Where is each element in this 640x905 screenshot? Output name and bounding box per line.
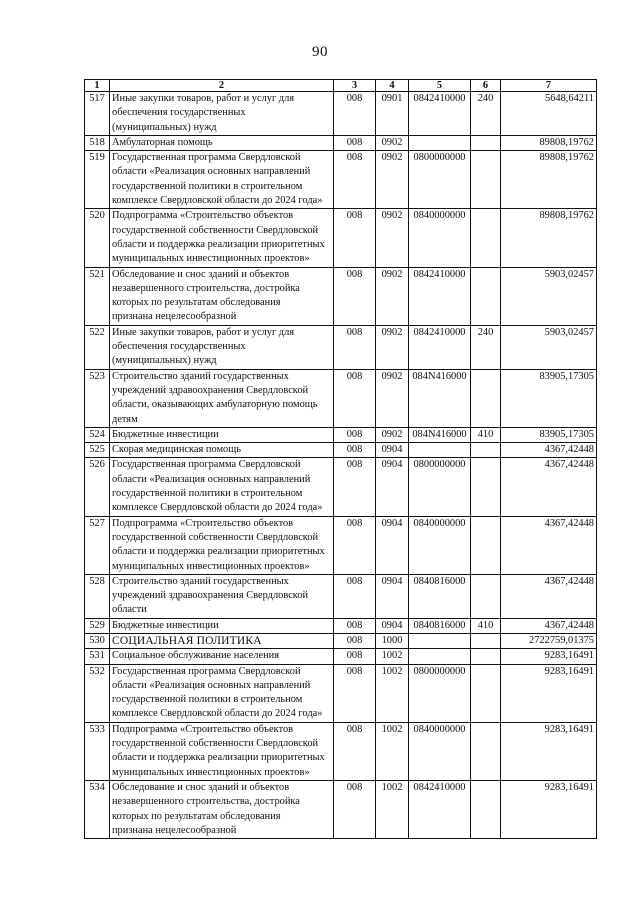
row-number: 531 [85,649,110,664]
description-line: учреждений здравоохранения Свердловской [112,384,309,396]
description-line: Обследование и снос зданий и объектов [112,781,290,793]
description-line: муниципальных инвестиционных проектов» [112,560,310,572]
row-description [110,780,334,838]
ministry-code: 008 [334,135,376,150]
expense-type-code [471,780,501,838]
target-article-code: 0800000000 [409,458,471,516]
table-row [85,135,597,150]
row-description [110,443,334,458]
expense-type-code [471,664,501,722]
description-line: детям [112,413,138,425]
ministry-code: 008 [334,633,376,648]
description-line: Бюджетные инвестиции [112,428,219,440]
amount: 9283,16491 [501,664,597,722]
description-line: Социальное обслуживание населения [112,650,279,662]
target-article-code [409,443,471,458]
amount: 5903,02457 [501,325,597,369]
description-line: незавершенного строительства, достройка [112,796,300,808]
section-code: 0904 [376,516,409,574]
ministry-code: 008 [334,369,376,427]
expense-type-code [471,722,501,780]
row-description [110,574,334,618]
ministry-code: 008 [334,618,376,633]
row-number: 524 [85,427,110,442]
section-code: 1002 [376,649,409,664]
table-row [85,722,597,780]
expense-type-code [471,458,501,516]
table-row [85,325,597,369]
description-line: Строительство зданий государственных [112,370,289,382]
column-header: 7 [501,80,597,92]
table-row [85,267,597,325]
description-line: (муниципальных) нужд [112,355,217,367]
row-number: 517 [85,92,110,136]
ministry-code: 008 [334,664,376,722]
expense-type-code: 410 [471,618,501,633]
expense-type-code [471,633,501,648]
ministry-code: 008 [334,267,376,325]
table-row [85,664,597,722]
row-description [110,151,334,209]
target-article-code: 0840000000 [409,516,471,574]
ministry-code: 008 [334,92,376,136]
row-description [110,516,334,574]
description-line: области «Реализация основных направлений [112,679,311,691]
ministry-code: 008 [334,516,376,574]
ministry-code: 008 [334,780,376,838]
table-row [85,633,597,648]
target-article-code [409,135,471,150]
table-row [85,209,597,267]
description-line: комплексе Свердловской области до 2024 года» [112,502,323,514]
table-row [85,516,597,574]
amount: 4367,42448 [501,618,597,633]
row-number: 519 [85,151,110,209]
ministry-code: 008 [334,427,376,442]
table-row [85,427,597,442]
row-number: 525 [85,443,110,458]
description-line: области и поддержка реализации приоритетных [112,752,325,764]
description-line: признана нецелесообразной [112,824,237,836]
expense-type-code [471,443,501,458]
expense-type-code: 240 [471,325,501,369]
table-row [85,574,597,618]
amount: 5903,02457 [501,267,597,325]
section-code: 0902 [376,369,409,427]
description-line: Подпрограмма «Строительство объектов [112,517,294,529]
description-line: Иные закупки товаров, работ и услуг для [112,93,295,104]
row-description [110,209,334,267]
amount: 4367,42448 [501,458,597,516]
expense-type-code [471,369,501,427]
description-line: Государственная программа Свердловской [112,152,301,164]
description-line: Строительство зданий государственных [112,575,289,587]
section-code: 0901 [376,92,409,136]
row-description [110,427,334,442]
ministry-code: 008 [334,443,376,458]
expense-type-code: 410 [471,427,501,442]
expense-type-code: 240 [471,92,501,136]
target-article-code: 0840816000 [409,618,471,633]
row-description [110,649,334,664]
description-line: муниципальных инвестиционных проектов» [112,766,310,778]
row-description [110,458,334,516]
description-line: государственной политики в строительном [112,694,303,706]
description-line: учреждений здравоохранения Свердловской [112,590,309,602]
table-row [85,780,597,838]
target-article-code [409,649,471,664]
description-line: Амбулаторная помощь [112,136,213,148]
description-line: СОЦИАЛЬНАЯ ПОЛИТИКА [112,634,262,647]
row-number: 530 [85,633,110,648]
table-row [85,618,597,633]
budget-table [84,79,597,839]
description-line: государственной политики в строительном [112,180,303,192]
ministry-code: 008 [334,325,376,369]
description-line: муниципальных инвестиционных проектов» [112,253,310,265]
description-line: Скорая медицинская помощь [112,444,241,456]
target-article-code [409,633,471,648]
ministry-code: 008 [334,649,376,664]
table-row [85,443,597,458]
ministry-code: 008 [334,209,376,267]
section-code: 1002 [376,780,409,838]
table-row [85,92,597,136]
target-article-code: 0842410000 [409,92,471,136]
description-line: которых по результатам обследования [112,297,281,309]
section-code: 0904 [376,618,409,633]
expense-type-code [471,151,501,209]
ministry-code: 008 [334,458,376,516]
target-article-code: 0800000000 [409,664,471,722]
table-row [85,649,597,664]
description-line: области «Реализация основных направлений [112,473,311,485]
section-code: 0902 [376,135,409,150]
row-description [110,325,334,369]
amount: 89808,19762 [501,209,597,267]
section-code: 0902 [376,325,409,369]
row-number: 527 [85,516,110,574]
target-article-code: 084N416000 [409,369,471,427]
row-number: 521 [85,267,110,325]
description-line: области [112,604,147,616]
row-number: 534 [85,780,110,838]
expense-type-code [471,135,501,150]
row-description [110,722,334,780]
target-article-code: 0840000000 [409,209,471,267]
column-header: 2 [110,80,334,92]
description-line: (муниципальных) нужд [112,121,217,133]
description-line: Бюджетные инвестиции [112,619,219,631]
description-line: государственной собственности Свердловской [112,224,319,236]
ministry-code: 008 [334,722,376,780]
ministry-code: 008 [334,574,376,618]
row-description [110,618,334,633]
target-article-code: 0842410000 [409,267,471,325]
row-number: 522 [85,325,110,369]
description-line: Иные закупки товаров, работ и услуг для [112,326,295,338]
description-line: Государственная программа Свердловской [112,665,301,677]
description-line: Подпрограмма «Строительство объектов [112,210,294,222]
row-description [110,633,334,648]
expense-type-code [471,267,501,325]
column-header: 6 [471,80,501,92]
row-description [110,664,334,722]
row-description [110,267,334,325]
target-article-code: 0840000000 [409,722,471,780]
row-number: 518 [85,135,110,150]
column-header: 3 [334,80,376,92]
expense-type-code [471,516,501,574]
description-line: государственной политики в строительном [112,488,303,500]
target-article-code: 0840816000 [409,574,471,618]
description-line: государственной собственности Свердловской [112,738,319,750]
description-line: обеспечения государственных [112,107,246,119]
column-header: 1 [85,80,110,92]
column-header: 4 [376,80,409,92]
row-description [110,369,334,427]
description-line: комплексе Свердловской области до 2024 года» [112,708,323,720]
row-number: 529 [85,618,110,633]
page-number: 90 [312,44,328,60]
expense-type-code [471,574,501,618]
description-line: области и поддержка реализации приоритетных [112,546,325,558]
row-number: 523 [85,369,110,427]
description-line: незавершенного строительства, достройка [112,282,300,294]
table-body [85,92,597,839]
description-line: Государственная программа Свердловской [112,459,301,471]
row-number: 528 [85,574,110,618]
description-line: которых по результатам обследования [112,810,281,822]
target-article-code: 0800000000 [409,151,471,209]
amount: 9283,16491 [501,780,597,838]
table-row [85,458,597,516]
row-number: 533 [85,722,110,780]
target-article-code: 0842410000 [409,325,471,369]
amount: 2722759,01375 [501,633,597,648]
description-line: обеспечения государственных [112,341,246,353]
target-article-code: 084N416000 [409,427,471,442]
expense-type-code [471,649,501,664]
header-row [85,80,597,92]
description-line: области и поддержка реализации приоритетных [112,238,325,250]
description-line: области, оказывающих амбулаторную помощь [112,399,318,411]
amount: 83905,17305 [501,427,597,442]
row-number: 532 [85,664,110,722]
row-description [110,135,334,150]
target-article-code: 0842410000 [409,780,471,838]
section-code: 0904 [376,443,409,458]
amount: 4367,42448 [501,574,597,618]
description-line: Подпрограмма «Строительство объектов [112,723,294,735]
description-line: Обследование и снос зданий и объектов [112,268,290,280]
section-code: 0902 [376,209,409,267]
table-row [85,369,597,427]
column-header: 5 [409,80,471,92]
amount: 4367,42448 [501,516,597,574]
description-line: комплексе Свердловской области до 2024 года» [112,195,323,207]
table-row [85,151,597,209]
section-code: 1000 [376,633,409,648]
amount: 4367,42448 [501,443,597,458]
section-code: 1002 [376,722,409,780]
row-description [110,92,334,136]
row-number: 520 [85,209,110,267]
description-line: области «Реализация основных направлений [112,166,311,178]
section-code: 0904 [376,458,409,516]
amount: 9283,16491 [501,649,597,664]
section-code: 0904 [376,574,409,618]
section-code: 0902 [376,151,409,209]
amount: 9283,16491 [501,722,597,780]
description-line: государственной собственности Свердловской [112,531,319,543]
expense-type-code [471,209,501,267]
amount: 83905,17305 [501,369,597,427]
amount: 89808,19762 [501,135,597,150]
section-code: 0902 [376,267,409,325]
ministry-code: 008 [334,151,376,209]
section-code: 0902 [376,427,409,442]
amount: 89808,19762 [501,151,597,209]
amount: 5648,64211 [501,92,597,136]
description-line: признана нецелесообразной [112,311,237,323]
row-number: 526 [85,458,110,516]
section-code: 1002 [376,664,409,722]
